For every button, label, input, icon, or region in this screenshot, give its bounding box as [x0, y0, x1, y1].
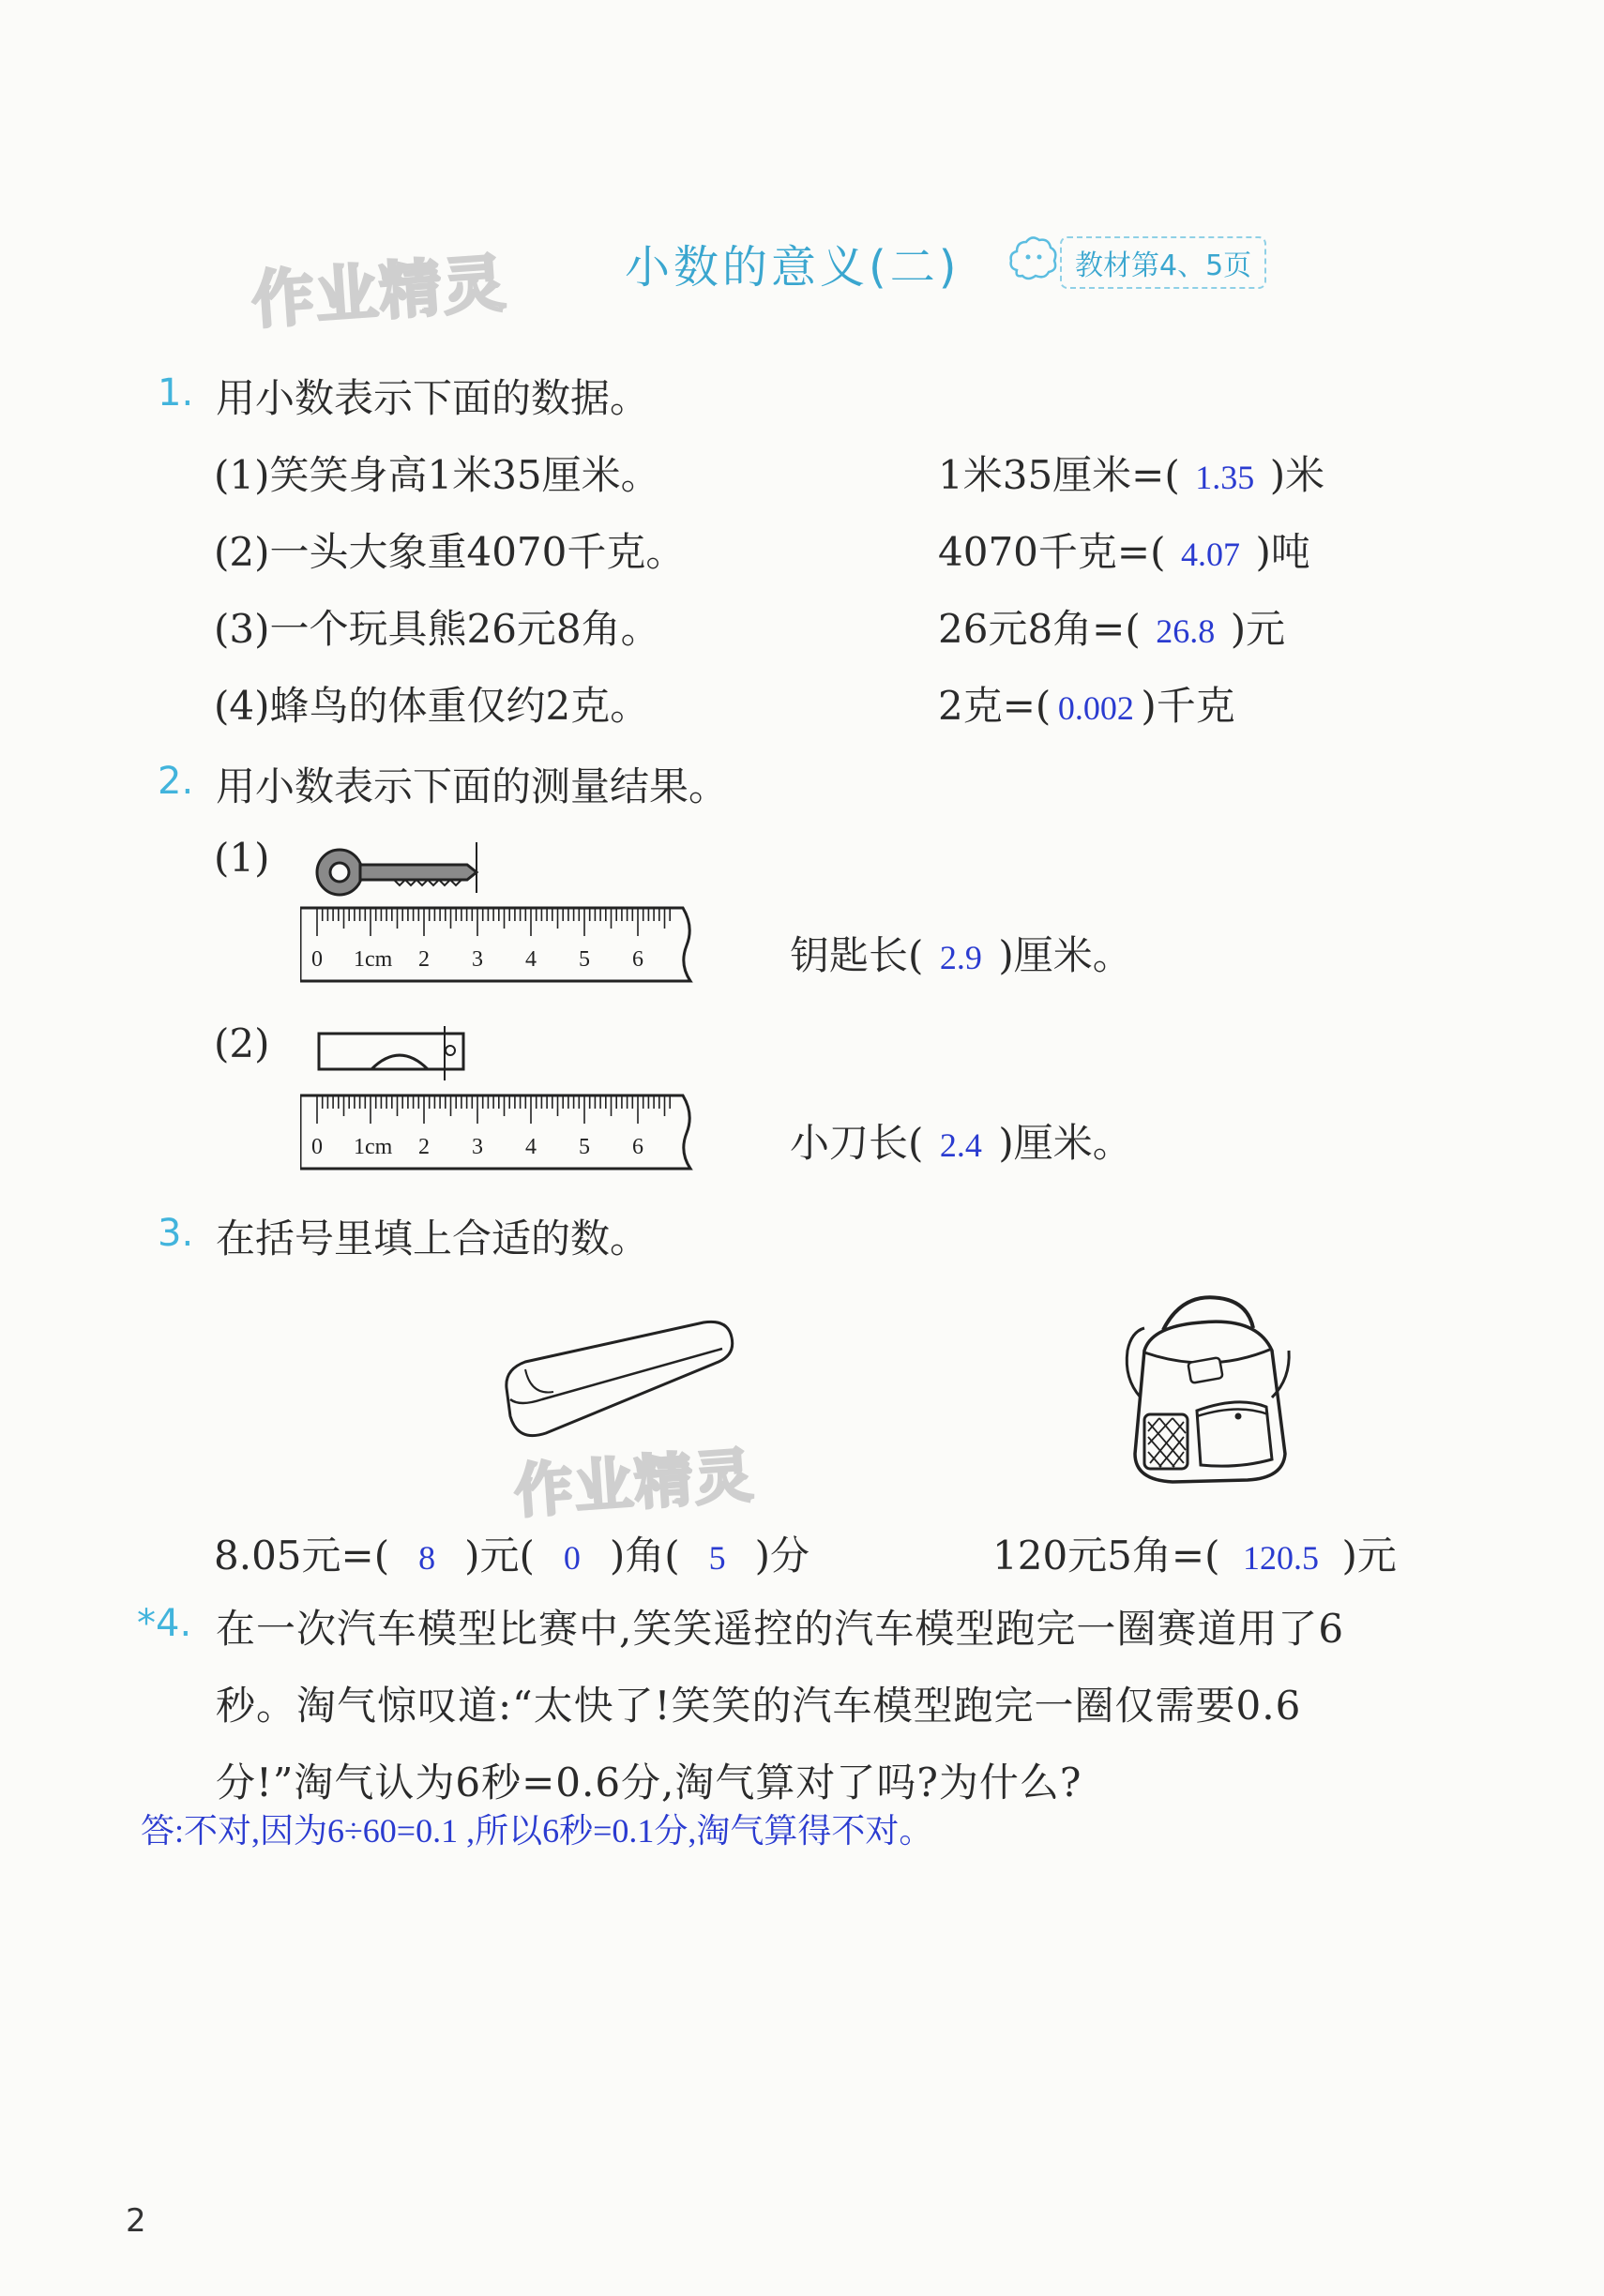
- pencil-case-icon: [497, 1313, 741, 1454]
- ruler-label: 1cm: [354, 947, 393, 972]
- q4-line-2: 秒。淘气惊叹道:“太快了!笑笑的汽车模型跑完一圈仅需要0.6: [216, 1683, 1302, 1729]
- q1-item-2-answer: 4.07: [1180, 536, 1240, 573]
- page-number: 2: [126, 2202, 146, 2240]
- q2-item-1-answer-line: 钥匙长( 2.9 )厘米。: [790, 932, 1132, 978]
- q1-item-3-label: (3)一个玩具熊26元8角。: [214, 606, 660, 652]
- backpack-icon: [1107, 1285, 1313, 1491]
- ruler-label: 4: [525, 1135, 537, 1159]
- q1-item-1-answer: 1.35: [1195, 459, 1255, 496]
- q2-prompt: 用小数表示下面的测量结果。: [216, 763, 729, 809]
- key-ruler-figure: [300, 835, 694, 1004]
- q1-item-4-label: (4)蜂鸟的体重仅约2克。: [214, 683, 650, 729]
- q2-item-2-answer-line: 小刀长( 2.4 )厘米。: [790, 1120, 1132, 1166]
- ruler-1: [300, 908, 690, 981]
- ruler-label: 0: [311, 1135, 323, 1159]
- q1-item-3-equation: 26元8角=( 26.8 )元: [938, 606, 1286, 652]
- q1-item-4-answer: 0.002: [1057, 689, 1134, 727]
- q1-item-2-equation: 4070千克=( 4.07 )吨: [938, 529, 1310, 575]
- ruler-label: 1cm: [354, 1135, 393, 1159]
- q1-item-1-equation: 1米35厘米=( 1.35 )米: [938, 452, 1325, 498]
- q1-item-1-label: (1)笑笑身高1米35厘米。: [214, 452, 660, 498]
- q3-answer-jiao: 0: [563, 1539, 581, 1577]
- q4-line-1: 在一次汽车模型比赛中,笑笑遥控的汽车模型跑完一圈赛道用了6: [216, 1606, 1345, 1652]
- ruler-label: 6: [632, 947, 643, 972]
- q1-item-3-answer: 26.8: [1156, 612, 1216, 650]
- q1-item-2-label: (2)一头大象重4070千克。: [214, 529, 686, 575]
- q3-prompt: 在括号里填上合适的数。: [216, 1216, 650, 1261]
- q3-left-equation: 8.05元=( 8 )元( 0 )角( 5 )分: [214, 1533, 810, 1578]
- ruler-label: 2: [418, 1135, 430, 1159]
- q4-answer: 答:不对,因为6÷60=0.1 ,所以6秒=0.1分,淘气算得不对。: [141, 1812, 933, 1850]
- q1-prompt: 用小数表示下面的数据。: [216, 375, 650, 421]
- q2-item-1-label: (1): [214, 835, 270, 881]
- ruler-label: 4: [525, 947, 537, 972]
- q1-number: 1.: [158, 371, 194, 415]
- knife-icon: [319, 1034, 463, 1069]
- q4-line-3: 分!”淘气认为6秒=0.6分,淘气算对了吗?为什么?: [216, 1760, 1082, 1805]
- ruler-label: 5: [579, 947, 590, 972]
- watermark-middle: 作业精灵: [512, 1441, 757, 1526]
- q1-item-4-equation: 2克=( 0.002 )千克: [938, 683, 1235, 729]
- ruler-label: 2: [418, 947, 430, 972]
- ruler-label: 6: [632, 1135, 643, 1159]
- q3-answer-total: 120.5: [1242, 1539, 1319, 1577]
- page-title: 小数的意义(二): [625, 241, 961, 294]
- key-icon: [317, 850, 477, 895]
- ruler-label: 5: [579, 1135, 590, 1159]
- ruler-2: [300, 1095, 690, 1169]
- cloud-icon: [1007, 233, 1058, 285]
- ruler-label: 3: [472, 1135, 483, 1159]
- q2-item-2-label: (2): [214, 1020, 270, 1066]
- q2-number: 2.: [158, 760, 194, 803]
- textbook-page-tag: 教材第4、5页: [1060, 236, 1266, 289]
- watermark-top: 作业精灵: [250, 247, 509, 338]
- q4-number: *4.: [137, 1602, 192, 1645]
- q3-answer-yuan: 8: [418, 1539, 436, 1577]
- q3-number: 3.: [158, 1212, 194, 1255]
- q3-answer-fen: 5: [708, 1539, 726, 1577]
- q2-item-2-answer: 2.4: [939, 1126, 982, 1164]
- q3-right-equation: 120元5角=( 120.5 )元: [992, 1533, 1397, 1578]
- ruler-label: 0: [311, 947, 323, 972]
- knife-ruler-figure: [300, 1022, 694, 1191]
- ruler-label: 3: [472, 947, 483, 972]
- q2-item-1-answer: 2.9: [939, 939, 982, 976]
